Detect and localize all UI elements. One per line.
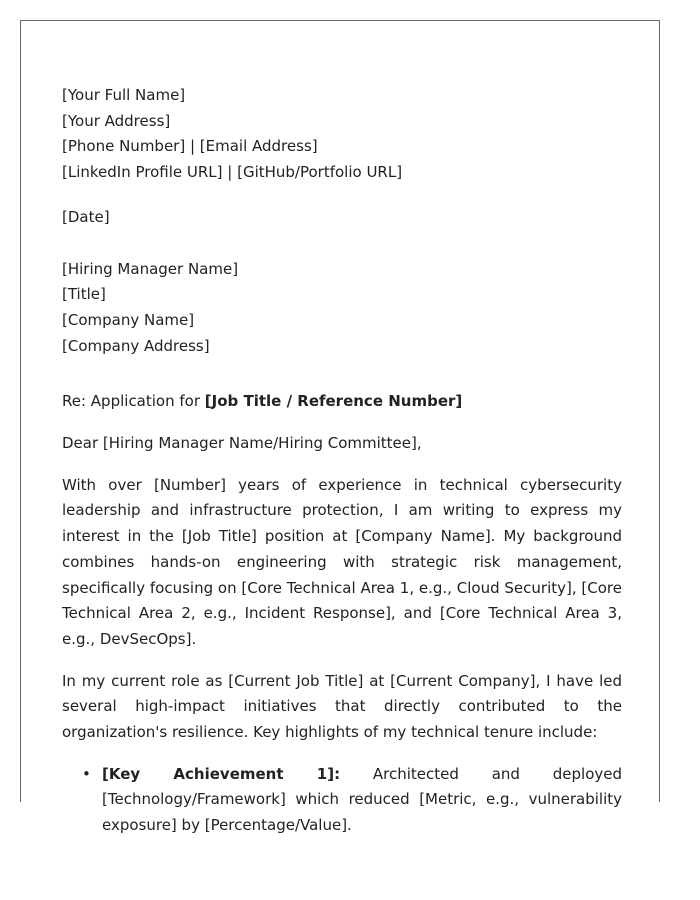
document-page: [20, 20, 660, 835]
recipient-name: [Hiring Manager Name]: [62, 259, 239, 278]
sender-name: [Your Full Name]: [62, 86, 186, 104]
list-item: [82, 762, 623, 839]
sender-block: [62, 83, 622, 186]
salutation-text: Dear [Hiring Manager Name/Hiring Committee],: [62, 434, 422, 453]
subject-line: [62, 389, 622, 415]
paragraph-intro: With over [Number] years of experience in technical cybersecurity leadership and infrastructure protection, I am writing to express my interest in the [Job Title] position at [Company Name]. My background combines hands-on engineering with strategic risk management, specifically focusing on [Core Technical Area 1, e.g., Cloud Security], [Core Technical Area 2, e.g., Incident Response], and [Core Technical Area 3, e.g., DevSecOps].: [62, 475, 622, 648]
bullet-icon: •: [82, 764, 91, 783]
date-text: [Date]: [62, 207, 110, 226]
paragraph-current-role: In my current role as [Current Job Title] at [Current Company], I have led several high-impact initiatives that directly contributed to the organization's resilience. Key highlights of my technical tenure include:: [62, 671, 622, 742]
recipient-company: [Company Name]: [62, 310, 195, 329]
highlights-list: [62, 762, 622, 839]
recipient-block: [62, 257, 622, 360]
sender-links: [LinkedIn Profile URL] | [GitHub/Portfolio URL]: [62, 163, 403, 182]
recipient-title: [Title]: [62, 285, 106, 304]
highlight-text: Architected and deployed [Technology/Framework] which reduced [Metric, e.g., vulnerability exposure] by [Percentage/Value].: [102, 764, 623, 835]
salutation: [62, 431, 622, 457]
highlight-label: [Key Achievement 1]:: [102, 764, 341, 783]
subject-prefix: Re: Application for: [62, 392, 205, 411]
letter-date: [62, 205, 622, 231]
recipient-address: [Company Address]: [62, 336, 210, 355]
sender-contact: [Phone Number] | [Email Address]: [62, 137, 318, 156]
subject-job-title: [Job Title / Reference Number]: [204, 392, 463, 411]
sender-address: [Your Address]: [62, 111, 171, 130]
letter-body: [62, 83, 622, 839]
